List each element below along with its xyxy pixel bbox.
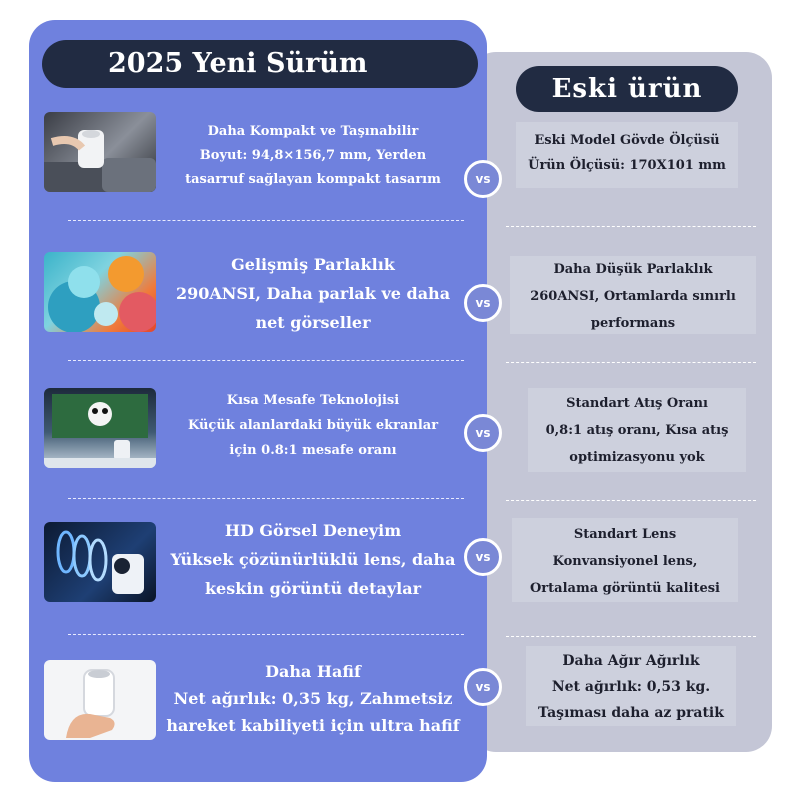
old-product-header: Eski ürün (516, 66, 738, 112)
old-brightness-line-2: performans (590, 316, 676, 331)
new-compact-line-2: tasarruf sağlayan kompakt tasarım (185, 172, 441, 187)
vs-badge-1: vs (464, 160, 502, 198)
new-hd-line-1: Yüksek çözünürlüklü lens, daha (170, 550, 456, 569)
row-divider (68, 498, 464, 499)
new-version-header: 2025 Yeni Sürüm (42, 40, 478, 88)
new-compact-title: Daha Kompakt ve Taşınabilir (207, 124, 419, 139)
vs-badge-4: vs (464, 538, 502, 576)
new-throw-title: Kısa Mesafe Teknolojisi (226, 393, 400, 408)
old-lens-text (512, 518, 738, 602)
old-size-title: Eski Model Gövde Ölçüsü (534, 133, 720, 148)
row-divider (506, 500, 756, 501)
new-brightness-text (156, 250, 470, 337)
new-weight-line-2: hareket kabiliyeti için ultra hafif (166, 716, 460, 735)
row-divider (68, 220, 464, 221)
old-lens-line-2: Ortalama görüntü kalitesi (529, 581, 720, 596)
vs-badge-5: vs (464, 668, 502, 706)
old-weight-line-1: Net ağırlık: 0,53 kg. (551, 679, 711, 695)
old-brightness-text (510, 256, 756, 334)
old-size-line-1: Ürün Ölçüsü: 170X101 mm (528, 158, 726, 173)
row-divider (68, 634, 464, 635)
hd-lens-photo (44, 522, 156, 602)
row-divider (506, 226, 756, 227)
new-compact-line-1: Boyut: 94,8×156,7 mm, Yerden (199, 148, 427, 163)
new-weight-line-1: Net ağırlık: 0,35 kg, Zahmetsiz (173, 689, 453, 708)
new-throw-text (156, 388, 470, 463)
row-divider (506, 362, 756, 363)
row-divider (68, 360, 464, 361)
vs-badge-2: vs (464, 284, 502, 322)
compact-projector-photo (44, 112, 156, 192)
new-weight-text (156, 658, 470, 739)
old-throw-line-1: 0,8:1 atış oranı, Kısa atış (545, 423, 729, 438)
old-lens-line-1: Konvansiyonel lens, (552, 554, 698, 569)
new-brightness-line-1: 290ANSI, Daha parlak ve daha (175, 284, 451, 303)
lightweight-projector-photo (44, 660, 156, 740)
old-throw-title: Standart Atış Oranı (566, 396, 708, 411)
old-size-text (516, 122, 738, 188)
short-throw-photo (44, 388, 156, 468)
new-hd-text (156, 516, 470, 603)
old-weight-line-2: Taşıması daha az pratik (538, 705, 724, 721)
new-brightness-title: Gelişmiş Parlaklık (231, 255, 395, 274)
old-brightness-title: Daha Düşük Parlaklık (553, 262, 713, 277)
new-brightness-line-2: net görseller (255, 313, 371, 332)
new-hd-title: HD Görsel Deneyim (224, 521, 402, 540)
new-hd-line-2: keskin görüntü detaylar (204, 579, 422, 598)
vs-badge-3: vs (464, 414, 502, 452)
row-divider (506, 636, 756, 637)
old-throw-text (528, 388, 746, 472)
new-throw-line-2: için 0.8:1 mesafe oranı (229, 443, 397, 458)
old-brightness-line-1: 260ANSI, Ortamlarda sınırlı (530, 289, 736, 304)
new-compact-text (156, 120, 470, 192)
new-throw-line-1: Küçük alanlardaki büyük ekranlar (187, 418, 439, 433)
brightness-demo-photo (44, 252, 156, 332)
old-throw-line-2: optimizasyonu yok (569, 450, 705, 465)
new-weight-title: Daha Hafif (265, 662, 361, 681)
old-weight-text (526, 646, 736, 726)
old-lens-title: Standart Lens (573, 527, 677, 542)
old-weight-title: Daha Ağır Ağırlık (562, 653, 700, 669)
